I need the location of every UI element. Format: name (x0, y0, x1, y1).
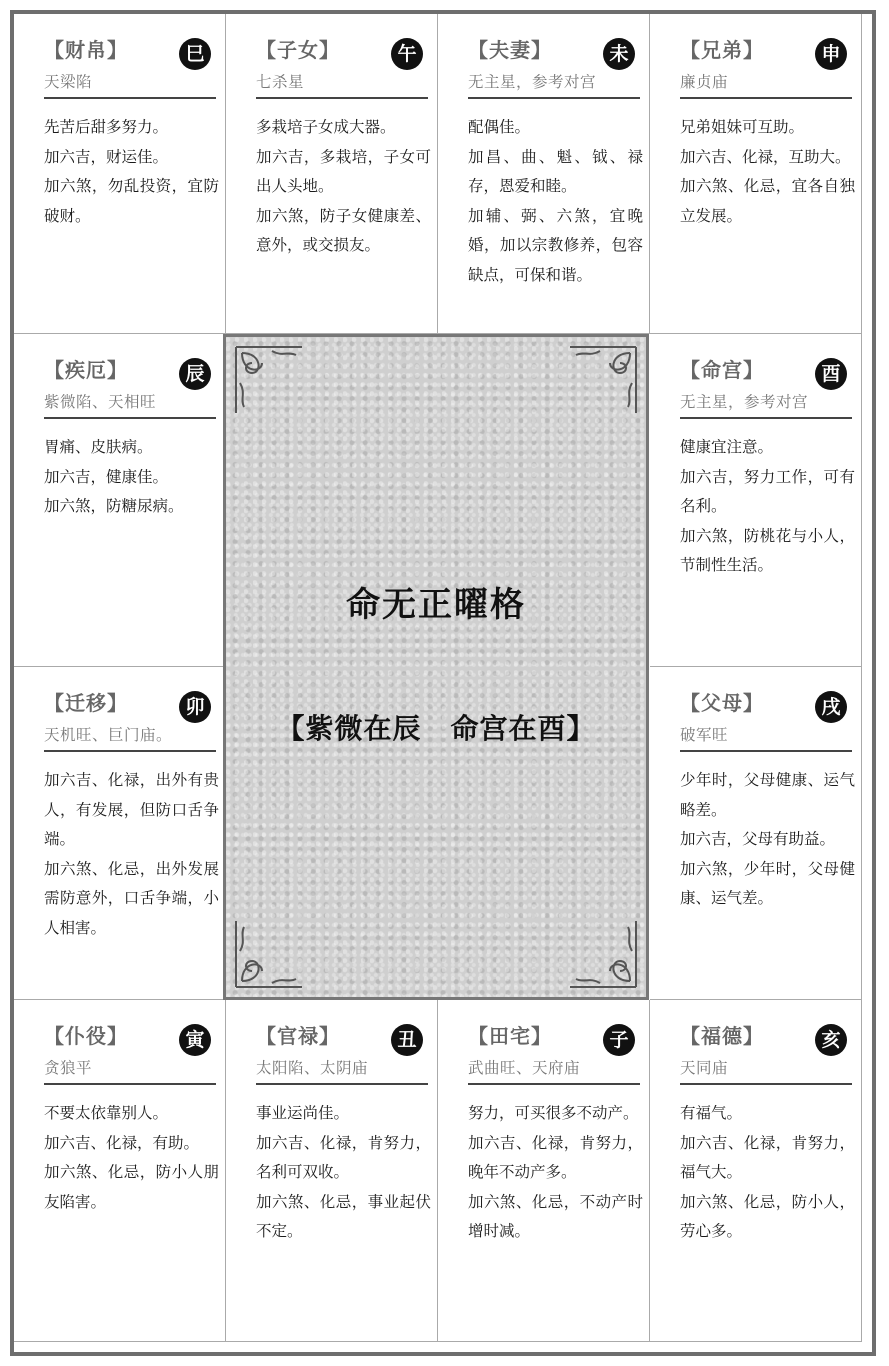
palace-description (680, 766, 855, 914)
description-line: 加六煞，防桃花与小人，节制性生活。 (680, 526, 855, 574)
palace-cell (14, 1000, 226, 1342)
palace-stars: 紫微陷、天相旺 (44, 390, 216, 419)
palace-cell (14, 14, 226, 334)
palace-title: 【疾厄】 (44, 358, 128, 382)
palace-stars: 无主星，参考对宫 (468, 70, 640, 99)
corner-ornament-bottom-right (560, 911, 640, 991)
palace-stars: 廉贞庙 (680, 70, 852, 99)
palace-cell (650, 667, 862, 1000)
palace-cell (226, 1000, 438, 1342)
palace-title: 【福德】 (680, 1024, 764, 1048)
center-title: 命无正曜格 (346, 585, 526, 625)
branch-badge: 未 (603, 38, 635, 70)
palace-title: 【官禄】 (256, 1024, 340, 1048)
description-line: 有福气。 (680, 1104, 743, 1122)
palace-title: 【兄弟】 (680, 38, 764, 62)
palace-stars: 无主星，参考对宫 (680, 390, 852, 419)
description-line: 胃痛、皮肤病。 (44, 438, 153, 456)
description-line: 加六煞，防子女健康差、意外，或交损友。 (256, 206, 431, 254)
palace-description (680, 113, 855, 231)
palace-description (44, 766, 219, 943)
description-line: 加六煞，防糖尿病。 (44, 497, 184, 515)
palace-cell (14, 667, 226, 1000)
corner-ornament-bottom-left (232, 911, 312, 991)
corner-ornament-top-left (232, 343, 312, 423)
description-line: 加六吉，财运佳。 (44, 147, 169, 166)
branch-badge: 戌 (815, 691, 847, 723)
description-line: 加六吉，父母有助益。 (680, 830, 836, 848)
palace-stars: 贪狼平 (44, 1056, 216, 1085)
branch-badge: 寅 (179, 1024, 211, 1056)
description-line: 加六煞、化忌，防小人，劳心多。 (680, 1192, 855, 1240)
description-line: 加六吉、化禄，肯努力，名利可双收。 (256, 1133, 431, 1181)
description-line: 健康宜注意。 (680, 438, 774, 456)
palace-title: 【子女】 (256, 38, 340, 62)
palace-stars: 七杀星 (256, 70, 428, 99)
palace-description (256, 113, 431, 261)
palace-title: 【迁移】 (44, 691, 128, 715)
branch-badge: 申 (815, 38, 847, 70)
palace-stars: 破军旺 (680, 723, 852, 752)
description-line: 加六煞，勿乱投资，宜防破财。 (44, 177, 219, 225)
center-subtitle: 【紫微在辰 命宫在酉】 (276, 712, 596, 745)
description-line: 加六吉、化禄，有助。 (44, 1133, 200, 1152)
branch-badge: 午 (391, 38, 423, 70)
description-line: 加六煞、化忌，事业起伏不定。 (256, 1192, 431, 1240)
palace-description (44, 433, 219, 522)
description-line: 配偶佳。 (468, 118, 531, 136)
palace-title: 【田宅】 (468, 1024, 552, 1048)
branch-badge: 卯 (179, 691, 211, 723)
branch-badge: 子 (603, 1024, 635, 1056)
branch-badge: 酉 (815, 358, 847, 390)
palace-cell (650, 334, 862, 667)
description-line: 加六吉，健康佳。 (44, 467, 169, 486)
branch-badge: 丑 (391, 1024, 423, 1056)
palace-cell (226, 14, 438, 334)
palace-cell (438, 1000, 650, 1342)
corner-ornament-top-right (560, 343, 640, 423)
palace-stars: 太阳陷、太阴庙 (256, 1056, 428, 1085)
description-line: 加昌、曲、魁、钺、禄存，恩爱和睦。 (468, 147, 643, 195)
description-line: 加六吉，多栽培，子女可出人头地。 (256, 147, 431, 195)
description-line: 不要太依靠别人。 (44, 1104, 169, 1122)
palace-title: 【仆役】 (44, 1024, 128, 1048)
branch-badge: 巳 (179, 38, 211, 70)
description-line: 加六煞、化忌，防小人朋友陷害。 (44, 1163, 219, 1211)
palace-stars: 天梁陷 (44, 70, 216, 99)
palace-description (44, 1099, 219, 1217)
palace-description (468, 1099, 643, 1247)
branch-badge: 辰 (179, 358, 211, 390)
description-line: 加六煞、化忌，宜各自独立发展。 (680, 177, 855, 225)
description-line: 加六吉、化禄，互助大。 (680, 147, 851, 166)
description-line: 加六吉、化禄，出外有贵人，有发展，但防口舌争端。 (44, 771, 219, 848)
palace-cell (650, 14, 862, 334)
palace-description (680, 433, 855, 581)
palace-description (256, 1099, 431, 1247)
description-line: 加六煞、化忌，不动产时增时减。 (468, 1192, 643, 1240)
palace-cell (438, 14, 650, 334)
center-panel (223, 334, 649, 1000)
palace-description (680, 1099, 855, 1247)
description-line: 加六吉、化禄，肯努力，晚年不动产多。 (468, 1133, 643, 1181)
palace-cell (14, 334, 226, 667)
description-line: 先苦后甜多努力。 (44, 118, 169, 136)
description-line: 加六煞，少年时，父母健康、运气差。 (680, 859, 855, 907)
description-line: 多栽培子女成大器。 (256, 118, 396, 136)
palace-description (44, 113, 219, 231)
palace-description (468, 113, 643, 290)
description-line: 兄弟姐妹可互助。 (680, 118, 805, 136)
description-line: 加辅、弼、六煞，宜晚婚，加以宗教修养，包容缺点，可保和谐。 (468, 206, 643, 284)
palace-title: 【父母】 (680, 691, 764, 715)
description-line: 事业运尚佳。 (256, 1104, 350, 1122)
description-line: 加六煞、化忌，出外发展需防意外，口舌争端，小人相害。 (44, 859, 219, 937)
palace-title: 【财帛】 (44, 38, 128, 62)
description-line: 加六吉、化禄，肯努力，福气大。 (680, 1133, 855, 1181)
palace-title: 【夫妻】 (468, 38, 552, 62)
palace-stars: 天同庙 (680, 1056, 852, 1085)
description-line: 少年时，父母健康、运气略差。 (680, 771, 855, 819)
palace-stars: 天机旺、巨门庙。 (44, 723, 216, 752)
description-line: 加六吉，努力工作，可有名利。 (680, 467, 855, 515)
palace-cell (650, 1000, 862, 1342)
description-line: 努力，可买很多不动产。 (468, 1104, 639, 1122)
palace-title: 【命宫】 (680, 358, 764, 382)
branch-badge: 亥 (815, 1024, 847, 1056)
palace-stars: 武曲旺、天府庙 (468, 1056, 640, 1085)
